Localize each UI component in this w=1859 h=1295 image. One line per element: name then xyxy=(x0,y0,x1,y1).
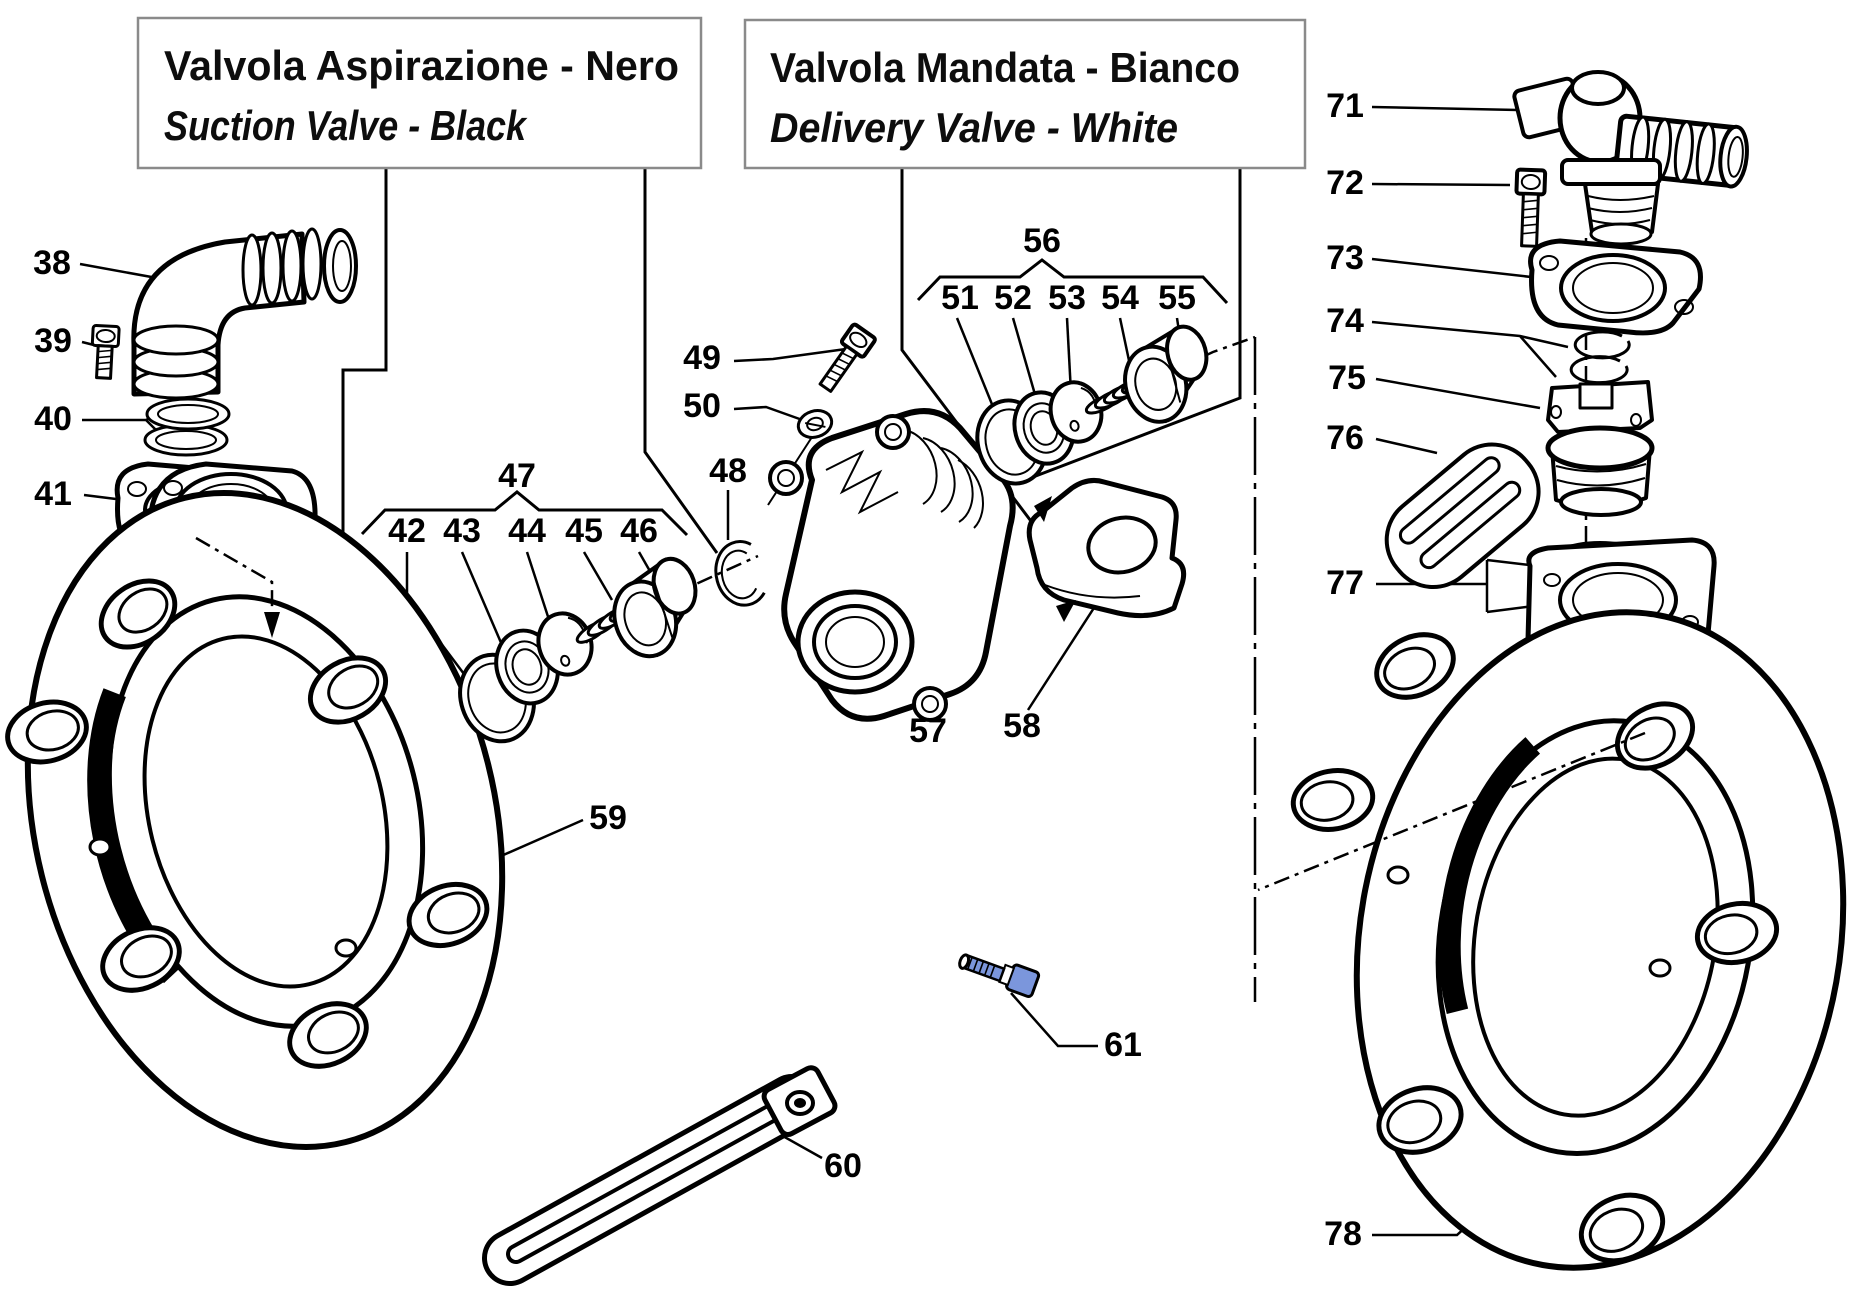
part-label-46: 46 xyxy=(620,512,658,550)
part-57-valve-manifold-cover xyxy=(770,411,1013,720)
legend-delivery-subtitle: Delivery Valve - White xyxy=(770,104,1178,151)
part-label-74: 74 xyxy=(1326,302,1364,340)
part-40-seal-rings xyxy=(145,399,229,455)
part-60-wrench-tool xyxy=(510,1065,838,1258)
part-59-pump-housing-left xyxy=(0,442,568,1198)
part-label-77: 77 xyxy=(1326,564,1364,602)
part-label-71: 71 xyxy=(1326,87,1364,125)
part-78-pump-housing-right xyxy=(1289,540,1859,1295)
part-label-76: 76 xyxy=(1326,419,1364,457)
legend-delivery-box xyxy=(745,20,1305,168)
part-label-45: 45 xyxy=(565,512,603,550)
part-label-53: 53 xyxy=(1048,279,1086,317)
part-label-61: 61 xyxy=(1104,1026,1142,1064)
part-label-54: 54 xyxy=(1101,279,1139,317)
part-label-48: 48 xyxy=(709,452,747,490)
part-label-59: 59 xyxy=(589,799,627,837)
part-label-47: 47 xyxy=(498,457,536,495)
part-label-43: 43 xyxy=(443,512,481,550)
part-label-75: 75 xyxy=(1328,359,1366,397)
part-label-56: 56 xyxy=(1023,222,1061,260)
part-71-tee-fitting xyxy=(1513,72,1750,244)
part-label-50: 50 xyxy=(683,387,721,425)
part-label-58: 58 xyxy=(1003,707,1041,745)
part-label-72: 72 xyxy=(1326,164,1364,202)
part-label-41: 41 xyxy=(34,475,72,513)
legend-suction-title: Valvola Aspirazione - Nero xyxy=(164,42,679,89)
part-label-52: 52 xyxy=(994,279,1032,317)
part-label-39: 39 xyxy=(34,322,72,360)
part-label-55: 55 xyxy=(1158,279,1196,317)
part-58-valve-clamp xyxy=(1029,480,1183,622)
part-75-valve-plug xyxy=(1548,382,1652,515)
part-label-78: 78 xyxy=(1324,1215,1362,1253)
part-39-screw xyxy=(91,325,120,378)
part-49-screw xyxy=(814,323,876,395)
part-label-42: 42 xyxy=(388,512,426,550)
part-46-valve-cage xyxy=(601,553,712,664)
part-label-73: 73 xyxy=(1326,239,1364,277)
part-38-elbow-fitting xyxy=(134,229,356,398)
legend-suction-subtitle: Suction Valve - Black xyxy=(164,102,529,149)
part-72-screw xyxy=(1515,170,1546,247)
part-61-screw-highlighted xyxy=(957,946,1040,997)
part-label-49: 49 xyxy=(683,339,721,377)
part-label-60: 60 xyxy=(824,1147,862,1185)
part-label-38: 38 xyxy=(33,244,71,282)
part-label-51: 51 xyxy=(941,279,979,317)
legend-suction-box xyxy=(138,18,701,168)
part-74-retaining-rings xyxy=(1571,332,1629,383)
part-label-57: 57 xyxy=(909,712,947,750)
legend-delivery-title: Valvola Mandata - Bianco xyxy=(770,44,1240,91)
part-label-44: 44 xyxy=(508,512,546,550)
part-label-40: 40 xyxy=(34,400,72,438)
part-73-valve-gasket xyxy=(1531,241,1701,333)
